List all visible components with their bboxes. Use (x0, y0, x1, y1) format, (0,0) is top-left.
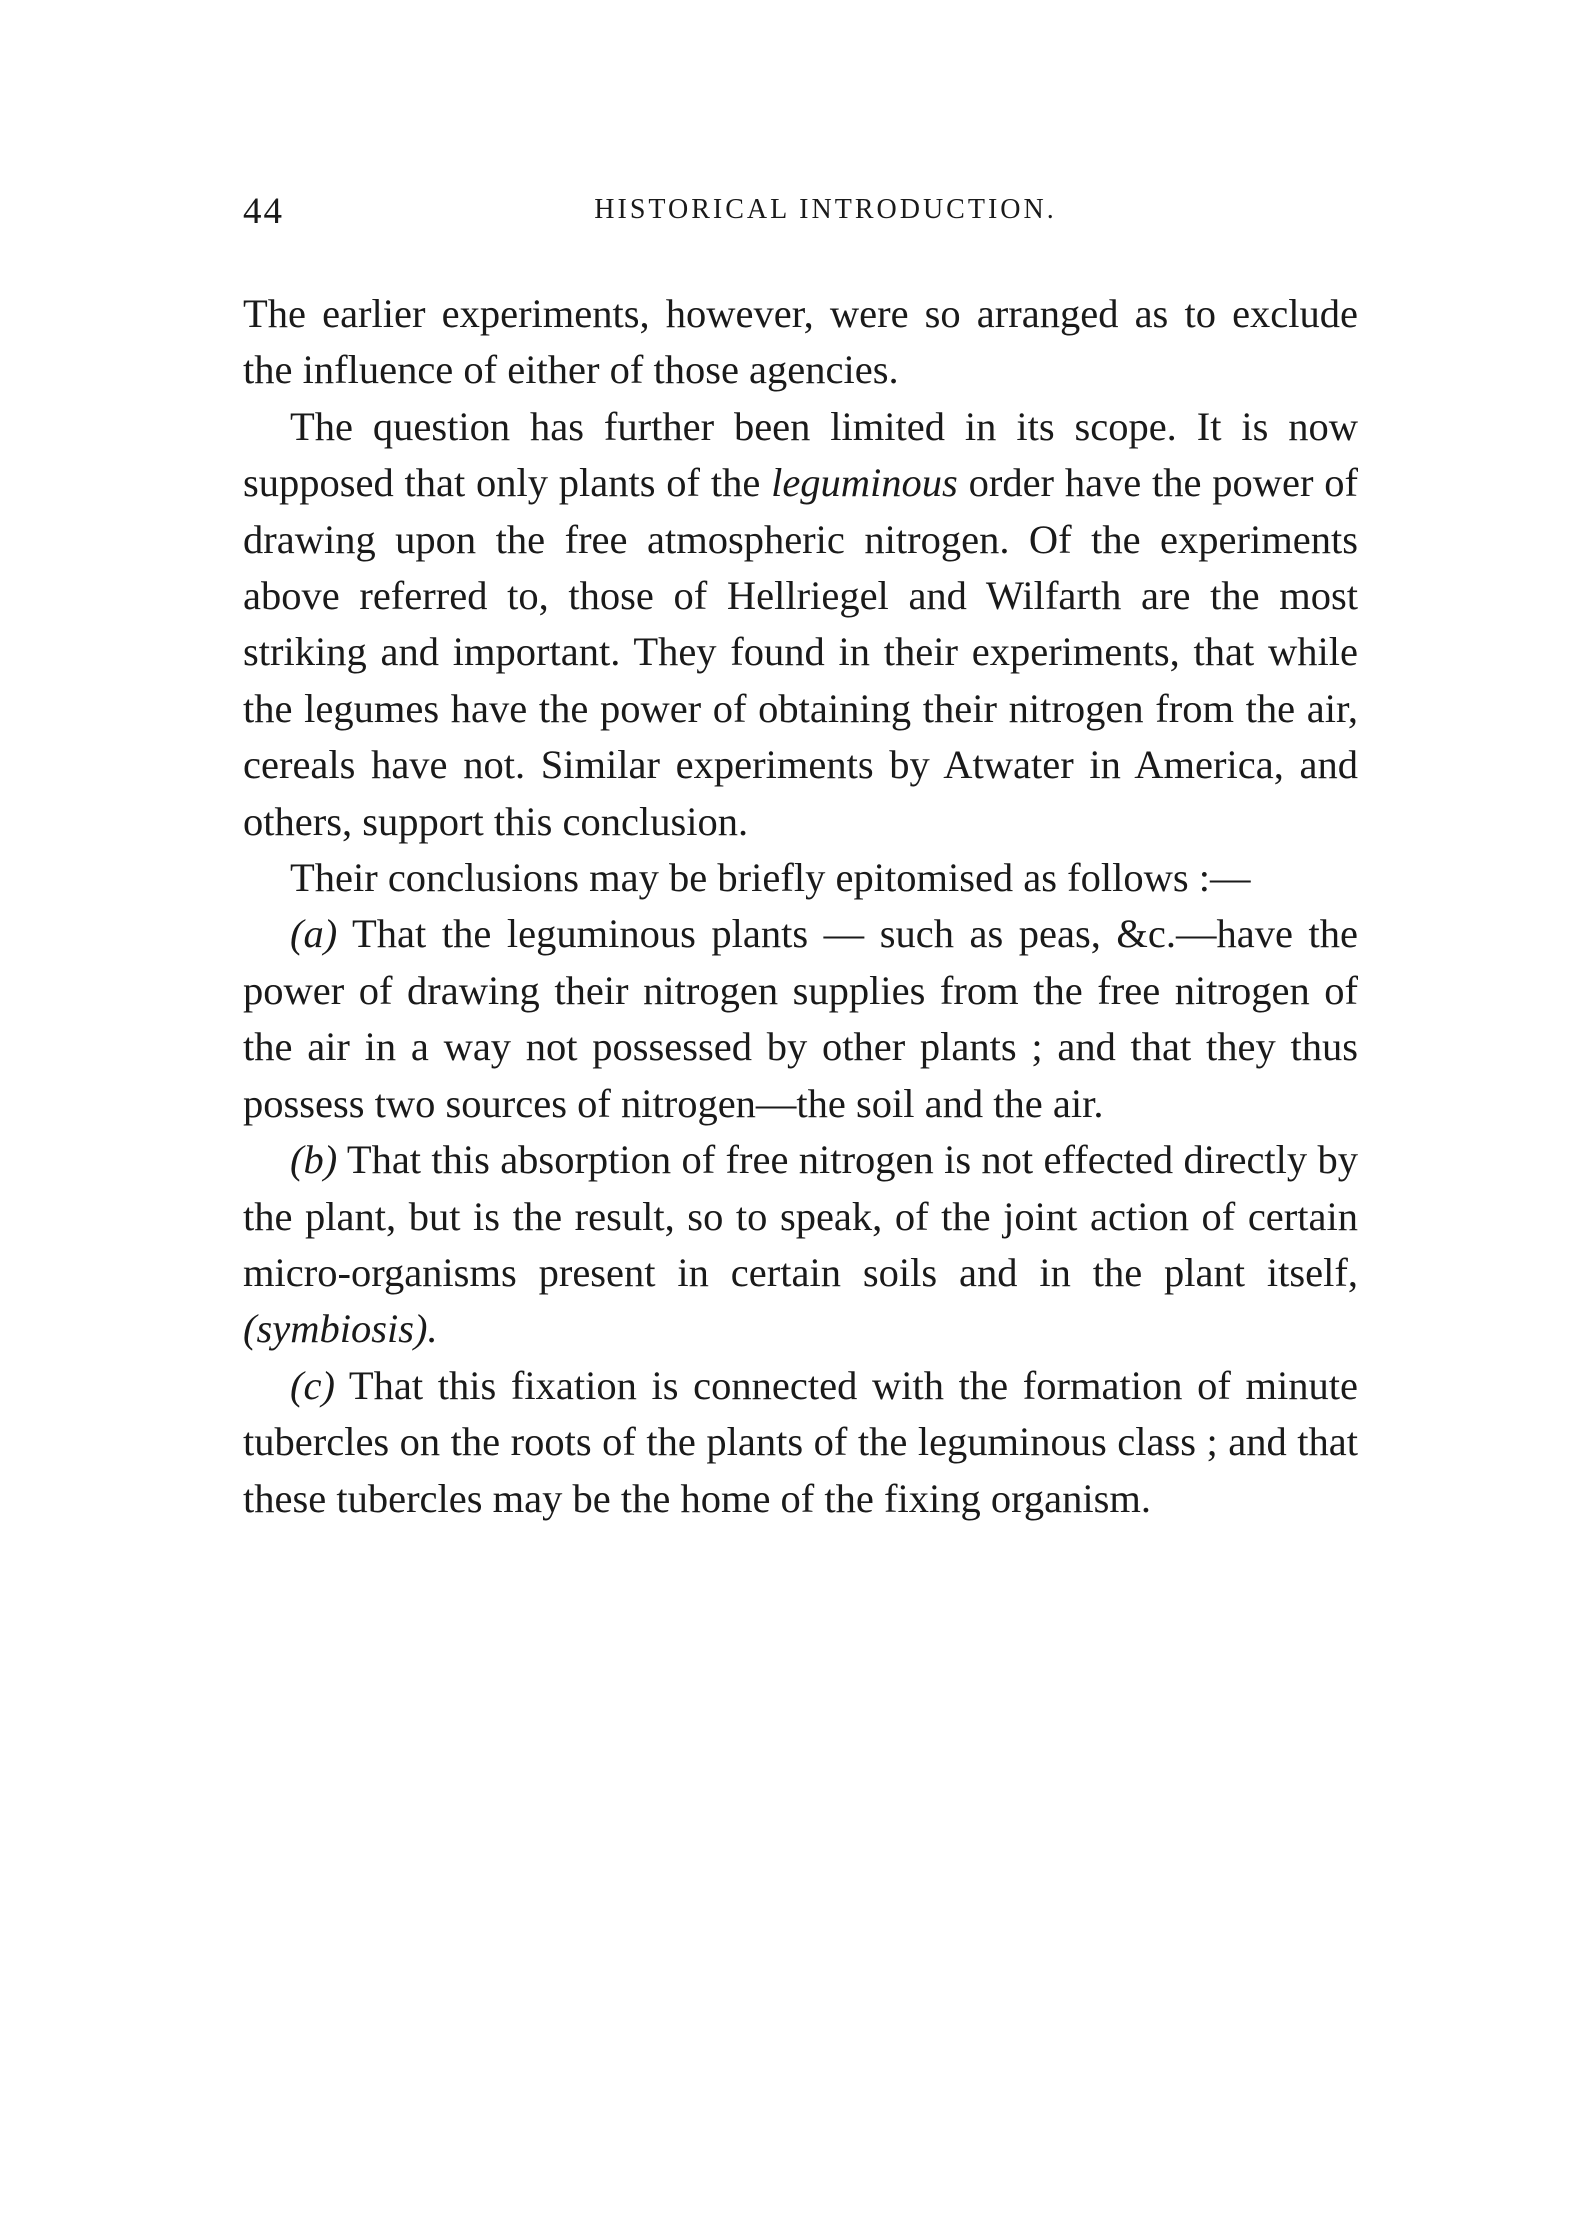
paragraph-c (243, 1358, 1358, 1527)
paragraph-3 (243, 850, 1358, 906)
body-text (243, 286, 1358, 1527)
paragraph-2-text-end: order have the power of drawing upon the free atmospheric nitrogen. Of the experiments above referred to, those of Hellriegel and Wilfarth are the most striking and important. They found in their experiments, that while the legumes have the power of obtaining their nitrogen from the air, cereals have not. Similar experiments by Atwater in America, and others, support this conclusion. (243, 460, 1359, 844)
paragraph-b (243, 1132, 1358, 1358)
paragraph-1-text: The earlier experiments, however, were so arranged as to exclude the influence of either of those agencies. (243, 291, 1358, 393)
paragraph-a (243, 906, 1358, 1132)
label-a: (a) (290, 911, 338, 957)
paragraph-2-text-start: The question has further been limited in its scope. It is now supposed that only plants of the (243, 403, 1358, 506)
italic-symbiosis: (symbiosis). (243, 1306, 438, 1352)
paragraph-3-text: Their conclusions may be briefly epitomised as follows :— (290, 855, 1251, 901)
italic-leguminous: leguminous (771, 460, 958, 506)
label-c: (c) (290, 1362, 335, 1408)
paragraph-c-text: That this fixation is connected with the formation of minute tubercles on the roots of the plants of the leguminous class ; and that these tubercles may be the home of the fixing organism. (243, 1362, 1358, 1521)
label-b: (b) (290, 1137, 338, 1183)
paragraph-a-text: That the leguminous plants — such as peas, &c.—have the power of drawing their nitrogen supplies from the free nitrogen of the air in a way not possessed by other plants ; and that they thus possess two sources of nitrogen—the soil and the air. (243, 911, 1358, 1126)
paragraph-1 (243, 286, 1358, 399)
paragraph-2 (243, 399, 1358, 850)
running-head (243, 190, 1358, 240)
running-head-title: HISTORICAL INTRODUCTION. (594, 194, 1057, 225)
page-number: 44 (243, 191, 284, 232)
paragraph-b-text: That this absorption of free nitrogen is not effected directly by the plant, but is the result, so to speak, of the joint action of certain micro-organisms present in certain soils and in the plant itself, (243, 1137, 1358, 1295)
